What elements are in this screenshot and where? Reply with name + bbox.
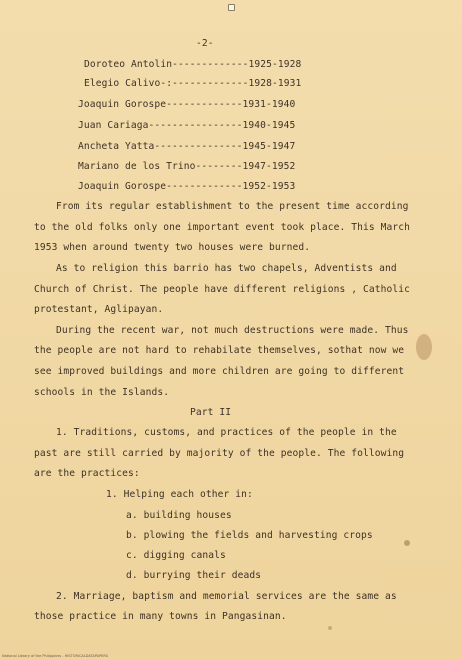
paper-stain — [416, 334, 432, 360]
paragraph-line: the people are not hard to rehabilate themselves, sothat now we — [34, 345, 405, 356]
item-line: past are still carried by majority of the people. The following — [34, 448, 405, 459]
official-line: Joaquin Gorospe-------------1952-1953 — [78, 181, 296, 192]
practice-item: b. plowing the fields and harvesting crops — [126, 530, 373, 541]
paragraph-line: see improved buildings and more children are going to different — [34, 366, 405, 377]
paragraph-line: protestant, Aglipayan. — [34, 304, 164, 315]
page-number: -2- — [196, 38, 214, 49]
official-line: Ancheta Yatta---------------1945-1947 — [78, 141, 296, 152]
item-line: are the practices: — [34, 468, 140, 479]
official-line: Joaquin Gorospe-------------1931-1940 — [78, 99, 296, 110]
paragraph-line: During the recent war, not much destructions were made. Thus — [56, 325, 409, 336]
paper-stain — [404, 540, 410, 546]
official-line: Mariano de los Trino--------1947-1952 — [78, 161, 296, 172]
item-line: those practice in many towns in Pangasinan. — [34, 611, 287, 622]
paragraph-line: schools in the Islands. — [34, 387, 170, 398]
sub-item: 1. Helping each other in: — [106, 489, 253, 500]
paragraph-line: to the old folks only one important event took place. This March — [34, 222, 411, 233]
practice-item: c. digging canals — [126, 550, 226, 561]
section-heading: Part II — [190, 407, 232, 418]
official-line: Doroteo Antolin-------------1925-1928 — [84, 59, 302, 70]
practice-item: d. burrying their deads — [126, 570, 262, 581]
paragraph-line: As to religion this barrio has two chapels, Adventists and — [56, 263, 397, 274]
paragraph-line: Church of Christ. The people have different religions , Catholic — [34, 284, 411, 295]
archive-footer: National Library of the Philippines - HISTORICALDATAPAPERS — [2, 654, 109, 658]
item-line: 1. Traditions, customs, and practices of the people in the — [56, 427, 397, 438]
item-line: 2. Marriage, baptism and memorial services are the same as — [56, 591, 397, 602]
practice-item: a. building houses — [126, 510, 232, 521]
scan-marker-icon — [228, 4, 235, 11]
paragraph-line: 1953 when around twenty two houses were burned. — [34, 242, 311, 253]
official-line: Elegio Calivo-:-------------1928-1931 — [84, 78, 302, 89]
official-line: Juan Cariaga----------------1940-1945 — [78, 120, 296, 131]
paragraph-line: From its regular establishment to the present time according — [56, 201, 409, 212]
paper-stain — [328, 626, 332, 630]
